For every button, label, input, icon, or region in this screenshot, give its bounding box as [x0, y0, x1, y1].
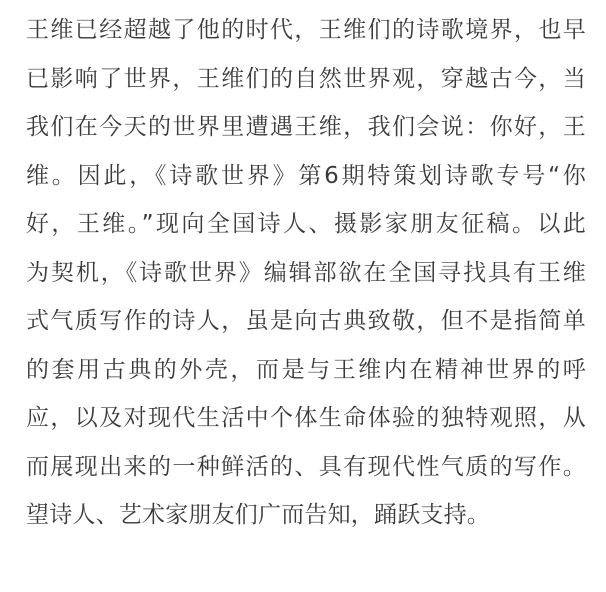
text-line: 的套用古典的外壳，而是与王维内在精神世界的呼 [26, 356, 586, 383]
text-line: 王维已经超越了他的时代，王维们的诗歌境界，也早 [26, 17, 586, 43]
text-line: 式气质写作的诗人，虽是向古典致敬，但不是指简单 [26, 308, 586, 334]
text-line: 好，王维。”现向全国诗人、摄影家朋友征稿。以此 [26, 211, 586, 237]
article-body [26, 6, 586, 540]
text-line: 维。因此，《诗歌世界》第6期特策划诗歌专号“你 [26, 162, 586, 189]
text-line: 已影响了世界，王维们的自然世界观，穿越古今，当 [26, 65, 586, 92]
text-line: 望诗人、艺术家朋友们广而告知，踊跃支持。 [26, 502, 490, 528]
text-line: 我们在今天的世界里遭遇王维，我们会说：你好，王 [26, 114, 586, 140]
text-line: 应，以及对现代生活中个体生命体验的独特观照，从 [26, 405, 586, 431]
text-line: 为契机，《诗歌世界》编辑部欲在全国寻找具有王维 [26, 259, 586, 286]
text-line: 而展现出来的一种鲜活的、具有现代性气质的写作。 [26, 453, 586, 480]
